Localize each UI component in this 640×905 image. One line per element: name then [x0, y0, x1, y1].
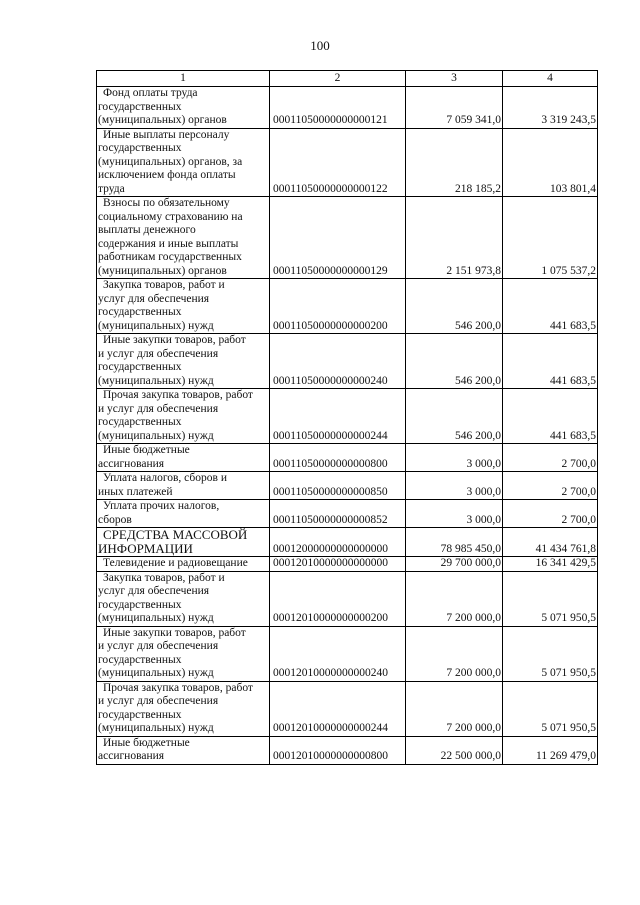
budget-table [96, 70, 598, 765]
row-name-line: исключением фонда оплаты [98, 169, 236, 181]
column-header-4: 4 [503, 71, 598, 87]
row-name-cell [97, 334, 270, 389]
row-name-line: и услуг для обеспечения [98, 347, 219, 360]
row-name-line: услуг для обеспечения [98, 585, 210, 597]
table-row [97, 87, 598, 129]
row-name-line: государственных [98, 306, 182, 318]
row-name-line: Уплата прочих налогов, [103, 500, 220, 512]
row-code-cell: 00011050000000000121 [270, 87, 406, 129]
row-name-line: (муниципальных) органов [98, 264, 227, 277]
row-name-line: и услуг для обеспечения [98, 695, 219, 707]
column-header-2: 2 [270, 71, 406, 87]
table-row [97, 472, 598, 500]
table-row [97, 736, 598, 764]
row-name-line: государственных [98, 708, 182, 721]
table-row [97, 334, 598, 389]
row-code-cell: 00012010000000000800 [270, 736, 406, 764]
row-name-line: Закупка товаров, работ и [103, 279, 225, 291]
row-name-line: Телевидение и радиовещание [103, 557, 248, 569]
row-name-line: государственных [98, 100, 182, 113]
row-code-cell: 00012010000000000244 [270, 681, 406, 736]
row-value-col3: 7 200 000,0 [406, 571, 503, 626]
row-name-line: и услуг для обеспечения [98, 640, 219, 652]
row-value-col3: 7 200 000,0 [406, 681, 503, 736]
table-row [97, 279, 598, 334]
row-name-line: Иные закупки товаров, работ [103, 334, 246, 346]
row-name-line: Иные бюджетные [103, 736, 190, 749]
row-value-col4: 2 700,0 [503, 472, 598, 500]
row-name-line: государственных [98, 361, 182, 373]
row-value-col3: 7 059 341,0 [406, 87, 503, 129]
row-name-cell [97, 87, 270, 129]
row-code-cell: 00012010000000000200 [270, 571, 406, 626]
row-value-col3: 546 200,0 [406, 389, 503, 444]
row-code-cell: 00011050000000000122 [270, 128, 406, 197]
row-code-cell: 00011050000000000850 [270, 472, 406, 500]
row-code-cell: 00012000000000000000 [270, 528, 406, 557]
row-name-line: сборов [98, 513, 132, 526]
row-name-line: (муниципальных) нужд [98, 374, 214, 387]
row-name-cell [97, 681, 270, 736]
row-code-cell: 00011050000000000200 [270, 279, 406, 334]
row-value-col3: 546 200,0 [406, 334, 503, 389]
table-row [97, 197, 598, 279]
row-name-line: Прочая закупка товаров, работ [103, 681, 253, 694]
row-code-cell: 00012010000000000000 [270, 557, 406, 572]
table-body [97, 87, 598, 765]
row-value-col4: 441 683,5 [503, 389, 598, 444]
row-name-line: Уплата налогов, сборов и [103, 472, 227, 484]
row-value-col3: 3 000,0 [406, 500, 503, 528]
table-row [97, 626, 598, 681]
table-row [97, 128, 598, 197]
row-value-col4: 41 434 761,8 [503, 528, 598, 557]
row-name-line: услуг для обеспечения [98, 292, 210, 305]
table-row [97, 500, 598, 528]
row-value-col3: 22 500 000,0 [406, 736, 503, 764]
row-name-line: Закупка товаров, работ и [103, 571, 225, 584]
row-name-line: иных платежей [98, 485, 173, 498]
row-name-line: (муниципальных) органов, за [98, 155, 243, 168]
row-name-cell [97, 557, 270, 572]
row-name-line: (муниципальных) нужд [98, 612, 214, 624]
row-value-col3: 546 200,0 [406, 279, 503, 334]
row-name-line: труда [98, 182, 125, 195]
row-name-line: ассигнования [98, 750, 165, 762]
table-row [97, 571, 598, 626]
row-name-line: Иные закупки товаров, работ [103, 626, 246, 639]
table-row [97, 681, 598, 736]
row-name-cell [97, 444, 270, 472]
row-name-cell [97, 528, 270, 557]
row-name-line: государственных [98, 653, 182, 666]
row-name-line: (муниципальных) нужд [98, 429, 214, 442]
page-number: 100 [310, 38, 330, 53]
row-value-col4: 441 683,5 [503, 334, 598, 389]
row-code-cell: 00011050000000000129 [270, 197, 406, 279]
row-code-cell: 00011050000000000244 [270, 389, 406, 444]
row-value-col4: 2 700,0 [503, 500, 598, 528]
row-value-col3: 29 700 000,0 [406, 557, 503, 572]
row-name-cell [97, 736, 270, 764]
table-row [97, 444, 598, 472]
column-header-3: 3 [406, 71, 503, 87]
row-value-col4: 441 683,5 [503, 279, 598, 334]
row-name-cell [97, 389, 270, 444]
row-name-line: Прочая закупка товаров, работ [103, 389, 253, 401]
row-value-col3: 2 151 973,8 [406, 197, 503, 279]
row-name-cell [97, 571, 270, 626]
row-code-cell: 00011050000000000240 [270, 334, 406, 389]
row-value-col4: 1 075 537,2 [503, 197, 598, 279]
row-name-line: государственных [98, 416, 182, 428]
row-name-line: выплаты денежного [98, 224, 196, 236]
row-name-line: государственных [98, 598, 182, 611]
row-value-col4: 2 700,0 [503, 444, 598, 472]
row-value-col4: 5 071 950,5 [503, 626, 598, 681]
row-name-line: Иные бюджетные [103, 444, 190, 456]
row-value-col3: 218 185,2 [406, 128, 503, 197]
table-row [97, 557, 598, 572]
row-name-cell [97, 128, 270, 197]
row-value-col4: 3 319 243,5 [503, 87, 598, 129]
table-row [97, 389, 598, 444]
row-value-col3: 78 985 450,0 [406, 528, 503, 557]
row-name-cell [97, 279, 270, 334]
row-name-line: и услуг для обеспечения [98, 402, 219, 415]
row-name-line: работникам государственных [98, 251, 242, 263]
table-row [97, 528, 598, 557]
row-code-cell: 00011050000000000852 [270, 500, 406, 528]
row-name-line: (муниципальных) нужд [98, 667, 214, 679]
row-name-line: ассигнования [98, 457, 165, 470]
row-name-cell [97, 197, 270, 279]
row-name-line: Фонд оплаты труда [103, 87, 198, 99]
row-value-col4: 103 801,4 [503, 128, 598, 197]
row-value-col4: 16 341 429,5 [503, 557, 598, 572]
row-name-line: Взносы по обязательному [103, 197, 230, 209]
row-value-col4: 5 071 950,5 [503, 571, 598, 626]
row-code-cell: 00012010000000000240 [270, 626, 406, 681]
row-name-cell [97, 626, 270, 681]
row-name-cell [97, 500, 270, 528]
row-name-line: Иные выплаты персоналу [103, 128, 230, 141]
row-value-col4: 5 071 950,5 [503, 681, 598, 736]
row-value-col3: 3 000,0 [406, 444, 503, 472]
column-header-1: 1 [97, 71, 270, 87]
row-name-line: (муниципальных) нужд [98, 319, 214, 332]
row-name-line: (муниципальных) нужд [98, 722, 214, 734]
row-name-cell [97, 472, 270, 500]
row-name-line: социальному страхованию на [98, 210, 243, 223]
row-name-line: (муниципальных) органов [98, 114, 227, 126]
row-name-line: государственных [98, 142, 182, 154]
row-name-line: содержания и иные выплаты [98, 237, 239, 250]
row-value-col3: 3 000,0 [406, 472, 503, 500]
row-value-col3: 7 200 000,0 [406, 626, 503, 681]
row-name-line: СРЕДСТВА МАССОВОЙ [103, 527, 248, 542]
table-header-row [97, 71, 598, 87]
row-name-line: ИНФОРМАЦИИ [98, 541, 193, 556]
row-code-cell: 00011050000000000800 [270, 444, 406, 472]
row-value-col4: 11 269 479,0 [503, 736, 598, 764]
